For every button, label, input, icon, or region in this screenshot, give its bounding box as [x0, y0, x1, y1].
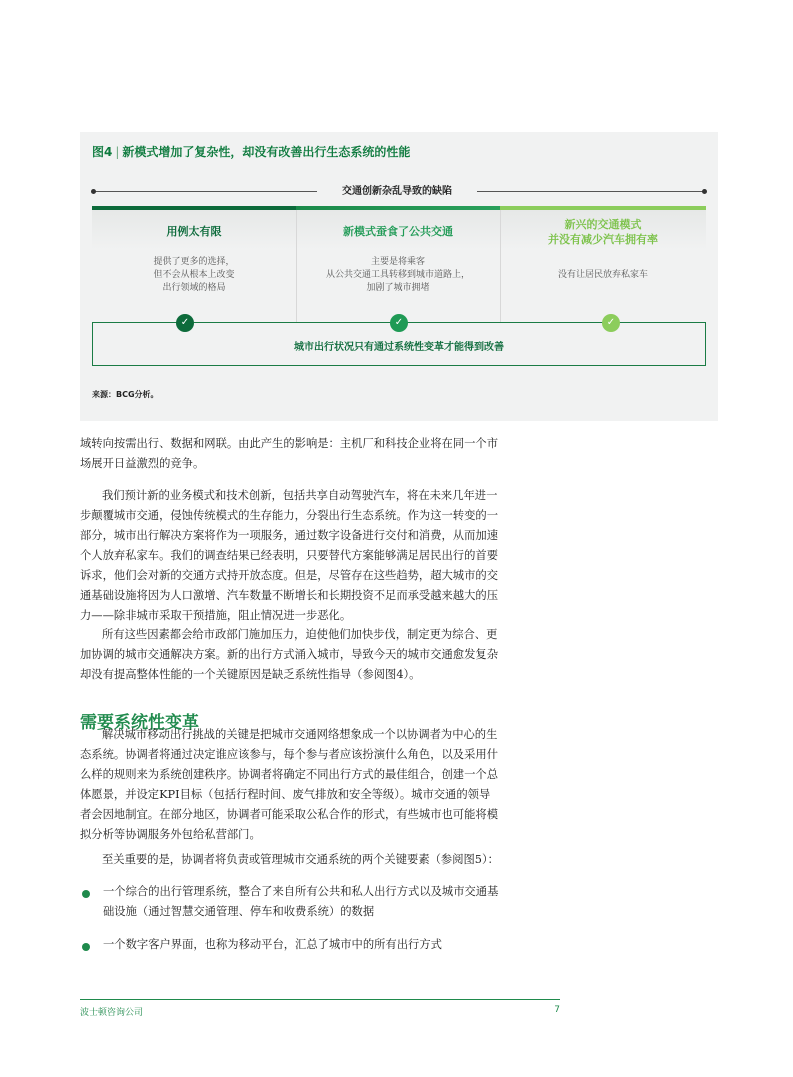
- check-icon: ✓: [176, 314, 194, 332]
- column-1-title: 用例太有限: [166, 225, 222, 238]
- conclusion-text: 城市出行状况只有通过系统性变革才能得到改善: [294, 342, 504, 353]
- paragraph-3: 所有这些因素都会给市政部门施加压力，迫使他们加快步伐，制定更为综合、更 加协调的城市交通解决方案。新的出行方式涌入城市，导致今天的城市交通愈发复杂 却没有提高整体性能的一个关键原因是缺乏系统性指导（参阅图4）。: [80, 628, 498, 681]
- paragraph-1: 域转向按需出行、数据和网联。由此产生的影响是：主机厂和科技企业将在同一个市 场展开日益激烈的竞争。: [80, 437, 498, 470]
- column-3-title: 新兴的交通模式 并没有减少汽车拥有率: [548, 218, 658, 246]
- figure-source: 来源：BCG分析。: [92, 390, 159, 399]
- column-3-body: 没有让居民放弃私家车: [557, 270, 648, 280]
- page-number: 7: [554, 1005, 560, 1015]
- paragraph-5: 至关重要的是，协调者将负责或管理城市交通系统的两个关键要素（参阅图5）：: [102, 853, 499, 866]
- paragraph-2: 我们预计新的业务模式和技术创新，包括共享自动驾驶汽车，将在未来几年进一 步颠覆城市交通，侵蚀传统模式的生存能力，分裂出行生态系统。作为这一转变的一 部分，城市出行解决方案将作为一项服务，通过数字设备进行交付和消费，从而加速 个人放弃私家车。我们的调查结果已经表明，只要替代方案能够满足居民出行的首要 诉求，他们会对新的交通方式持开放态度。但是，尽管存在这些趋势，超大城市的交 通基础设施将因为人口激增、汽车数量不断增长和长期投资不足而承受越来越大的压 力——除非城市采取干预措施，阻止情况进一步恶化。: [80, 489, 498, 622]
- bullet-icon: [82, 943, 90, 951]
- bullet-item-1: 一个综合的出行管理系统，整合了来自所有公共和私人出行方式以及城市交通基 础设施（通过智慧交通管理、停车和收费系统）的数据: [103, 885, 499, 918]
- footer-rule: [80, 999, 560, 1000]
- column-1-body: 提供了更多的选择， 但不会从根本上改变 出行领域的格局: [153, 257, 235, 293]
- section-title: 需要系统性变革: [80, 713, 199, 733]
- column-2-body: 主要是将乘客 从公共交通工具转移到城市道路上， 加剧了城市拥堵: [325, 257, 470, 293]
- bullet-item-2: 一个数字客户界面，也称为移动平台，汇总了城市中的所有出行方式: [103, 938, 442, 951]
- line-endpoint-left: [91, 189, 96, 194]
- paragraph-4: 解决城市移动出行挑战的关键是把城市交通网络想象成一个以协调者为中心的生 态系统。协调者将通过决定谁应该参与，每个参与者应该扮演什么角色，以及采用什 么样的规则来为系统创建秩序。协调者将确定不同出行方式的最佳组合，创建一个总 体愿景，并设定KPI目标（包括行程时间、废气排放和安全等级）。城市交通的领导 者会因地制宜。在部分地区，协调者可能采取公私合作的形式，有些城市也可能将模 拟分析等协调服务外包给私营部门。: [80, 728, 498, 841]
- figure-title: 图4 | 新模式增加了复杂性，却没有改善出行生态系统的性能: [92, 145, 411, 159]
- bullet-icon: [82, 890, 90, 898]
- top-label: 交通创新杂乱导致的缺陷: [317, 182, 477, 197]
- column-2-title: 新模式蚕食了公共交通: [343, 225, 453, 238]
- check-icon: ✓: [602, 314, 620, 332]
- line-endpoint-right: [702, 189, 707, 194]
- check-icon: ✓: [390, 314, 408, 332]
- figure-4: [80, 132, 718, 421]
- footer-company: 波士顿咨询公司: [80, 1008, 144, 1018]
